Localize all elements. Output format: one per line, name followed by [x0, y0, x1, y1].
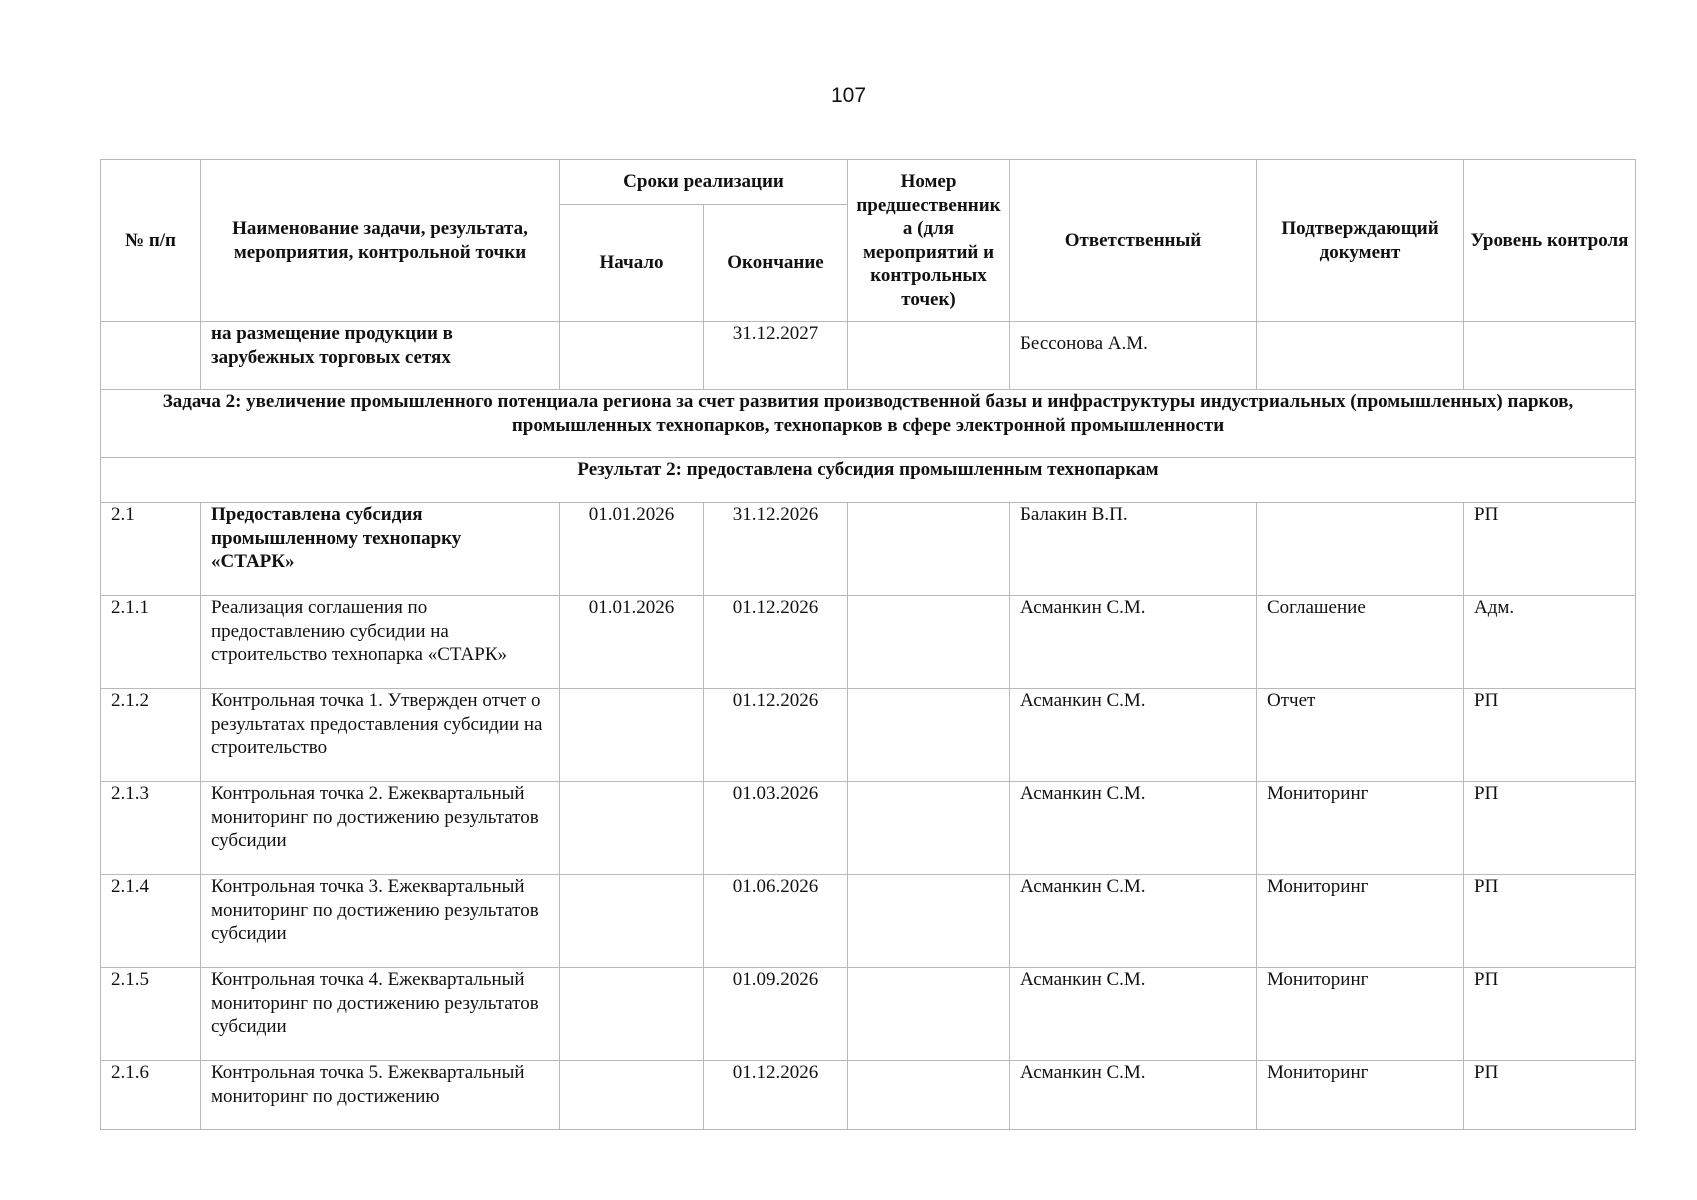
cell-document — [1257, 503, 1464, 596]
cell-name: Контрольная точка 4. Ежеквартальный мониторинг по достижению результатов субсидии — [201, 968, 560, 1061]
header-num: № п/п — [101, 160, 201, 322]
cell-end: 01.12.2026 — [704, 689, 848, 782]
cell-num: 2.1.5 — [101, 968, 201, 1061]
cell-predecessor — [848, 689, 1010, 782]
cell-predecessor — [848, 322, 1010, 390]
cell-predecessor — [848, 968, 1010, 1061]
cell-responsible: Асманкин С.М. — [1010, 875, 1257, 968]
task-heading: Задача 2: увеличение промышленного потенциала региона за счет развития производственной базы и инфраструктуры индустриальных (промышленных) парков, промышленных технопарков, технопарков в сфере электронной промышленности — [101, 390, 1636, 458]
cell-end: 01.12.2026 — [704, 1061, 848, 1130]
cell-document: Мониторинг — [1257, 875, 1464, 968]
cell-control: РП — [1464, 875, 1636, 968]
table-row — [101, 1061, 1636, 1130]
header-responsible: Ответственный — [1010, 160, 1257, 322]
header-control: Уровень контроля — [1464, 160, 1636, 322]
cell-start: 01.01.2026 — [560, 503, 704, 596]
cell-document: Отчет — [1257, 689, 1464, 782]
cell-end: 01.06.2026 — [704, 875, 848, 968]
cell-start — [560, 1061, 704, 1130]
cell-end: 31.12.2026 — [704, 503, 848, 596]
cell-name: Предоставлена субсидия промышленному технопарку «СТАРК» — [201, 503, 560, 596]
cell-name: Контрольная точка 1. Утвержден отчет о результатах предоставления субсидии на строительство — [201, 689, 560, 782]
cell-num: 2.1.4 — [101, 875, 201, 968]
cell-responsible: Асманкин С.М. — [1010, 968, 1257, 1061]
cell-control: Адм. — [1464, 596, 1636, 689]
cell-num: 2.1.6 — [101, 1061, 201, 1130]
cell-control: РП — [1464, 782, 1636, 875]
cell-control: РП — [1464, 503, 1636, 596]
cell-control: РП — [1464, 1061, 1636, 1130]
cell-num: 2.1 — [101, 503, 201, 596]
cell-document — [1257, 322, 1464, 390]
cell-control: РП — [1464, 689, 1636, 782]
result-row — [101, 458, 1636, 503]
cell-document: Мониторинг — [1257, 782, 1464, 875]
table-row — [101, 968, 1636, 1061]
cell-num: 2.1.2 — [101, 689, 201, 782]
table-row — [101, 689, 1636, 782]
header-predecessor: Номер предшественника (для мероприятий и контрольных точек) — [848, 160, 1010, 322]
cell-end: 31.12.2027 — [704, 322, 848, 390]
cell-num: 2.1.1 — [101, 596, 201, 689]
cell-responsible: Асманкин С.М. — [1010, 782, 1257, 875]
implementation-plan-table — [100, 159, 1636, 1130]
header-terms: Сроки реализации — [560, 160, 848, 205]
header-name: Наименование задачи, результата, мероприятия, контрольной точки — [201, 160, 560, 322]
cell-responsible: Бессонова А.М. — [1010, 322, 1257, 390]
table-header — [101, 160, 1636, 322]
cell-name: на размещение продукции в зарубежных торговых сетях — [201, 322, 560, 390]
cell-name: Контрольная точка 3. Ежеквартальный мониторинг по достижению результатов субсидии — [201, 875, 560, 968]
header-start: Начало — [560, 205, 704, 322]
cell-num: 2.1.3 — [101, 782, 201, 875]
table-row — [101, 875, 1636, 968]
cell-name: Реализация соглашения по предоставлению субсидии на строительство технопарка «СТАРК» — [201, 596, 560, 689]
cell-predecessor — [848, 503, 1010, 596]
cell-document: Соглашение — [1257, 596, 1464, 689]
cell-start — [560, 875, 704, 968]
table-row — [101, 782, 1636, 875]
cell-predecessor — [848, 782, 1010, 875]
page-number: 107 — [830, 84, 867, 107]
cell-predecessor — [848, 1061, 1010, 1130]
cell-document: Мониторинг — [1257, 1061, 1464, 1130]
header-end: Окончание — [704, 205, 848, 322]
cell-responsible: Асманкин С.М. — [1010, 689, 1257, 782]
cell-start — [560, 689, 704, 782]
cell-responsible: Асманкин С.М. — [1010, 596, 1257, 689]
cell-responsible: Асманкин С.М. — [1010, 1061, 1257, 1130]
cell-end: 01.12.2026 — [704, 596, 848, 689]
cell-num — [101, 322, 201, 390]
cell-end: 01.03.2026 — [704, 782, 848, 875]
cell-start: 01.01.2026 — [560, 596, 704, 689]
cell-start — [560, 322, 704, 390]
table-row — [101, 596, 1636, 689]
table-row-continuation — [101, 322, 1636, 390]
cell-responsible: Балакин В.П. — [1010, 503, 1257, 596]
cell-start — [560, 968, 704, 1061]
result-heading: Результат 2: предоставлена субсидия промышленным технопаркам — [101, 458, 1636, 503]
cell-start — [560, 782, 704, 875]
cell-end: 01.09.2026 — [704, 968, 848, 1061]
header-document: Подтверждающий документ — [1257, 160, 1464, 322]
cell-control: РП — [1464, 968, 1636, 1061]
cell-predecessor — [848, 875, 1010, 968]
cell-predecessor — [848, 596, 1010, 689]
cell-document: Мониторинг — [1257, 968, 1464, 1061]
cell-control — [1464, 322, 1636, 390]
cell-name: Контрольная точка 5. Ежеквартальный мониторинг по достижению — [201, 1061, 560, 1130]
task-row — [101, 390, 1636, 458]
table-row — [101, 503, 1636, 596]
cell-name: Контрольная точка 2. Ежеквартальный мониторинг по достижению результатов субсидии — [201, 782, 560, 875]
